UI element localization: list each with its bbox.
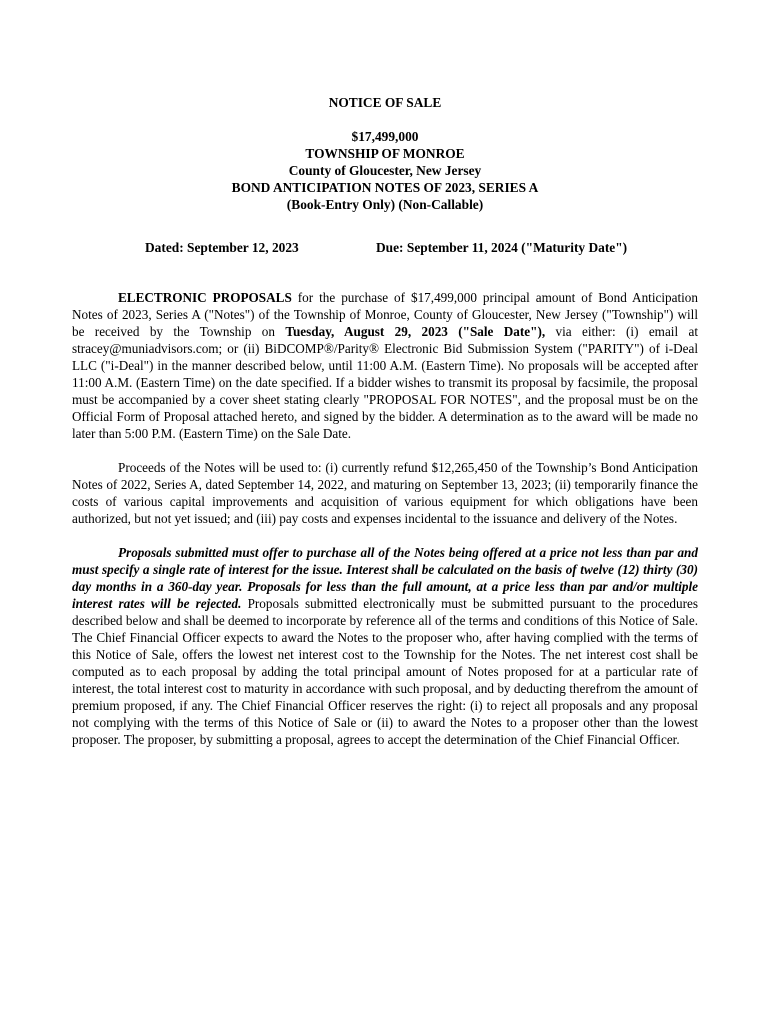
proposal-requirements-paragraph xyxy=(72,544,698,748)
proceeds-paragraph: Proceeds of the Notes will be used to: (i) currently refund $12,265,450 of the Township’s Bond Anticipation Notes of 2022, Series A, dated September 14, 2022, and maturing on September 13, 2023; (ii) temporarily finance the costs of various capital improvements and acquisition of various equipment for which obligations have been authorized, but not yet issued; and (iii) pay costs and expenses incidental to the issuance and delivery of the Notes. xyxy=(72,460,698,526)
sale-date: Tuesday, August 29, 2023 ("Sale Date"), xyxy=(285,324,546,339)
proposal-requirements-text: Proposals submitted electronically must be submitted pursuant to the procedures described below and shall be deemed to incorporate by reference all of the terms and conditions of this Notice of Sale. The Chief Financial Officer expects to award the Notes to the proposer who, after having complied with the terms of this Notice of Sale, offers the lowest net interest cost to the Township for the Notes. The net interest cost shall be computed as to each proposal by adding the total principal amount of Notes proposed for at a particular rate of interest, the total interest cost to maturity in accordance with such proposal, and by deducting therefrom the amount of premium proposed, if any. The Chief Financial Officer reserves the right: (i) to reject all proposals and any proposal not complying with the terms of this Notice of Sale or (ii) to award the Notes to a proposer other than the lowest proposer. The proposer, by submitting a proposal, agrees to accept the determination of the Chief Financial Officer. xyxy=(72,596,698,747)
proposal-requirements-emphasis: Proposals submitted must offer to purchase all of the Notes being offered at a price not less than par and must specify a single rate of interest for the issue. Interest shall be calculated on the basis of twelve (12) thirty (30) day months in a 360-day year. Proposals for less than the full amount, at a price less than par and/or multiple interest rates will be rejected. xyxy=(72,545,698,611)
notes-terms: (Book-Entry Only) (Non-Callable) xyxy=(286,197,484,212)
electronic-proposals-lead: ELECTRONIC PROPOSALS xyxy=(118,290,292,305)
dated-date: Dated: September 12, 2023 xyxy=(145,240,299,255)
electronic-proposals-text-b: via either: (i) email at stracey@muniadvisors.com; or (ii) BiDCOMP®/Parity® Electronic Bid Submission System ("PARITY") of i-Deal LLC ("i-Deal") in the manner described below, until 11:00 A.M. (Eastern Time). No proposals will be accepted after 11:00 A.M. (Eastern Time) on the date specified. If a bidder wishes to transmit its proposal by facsimile, the proposal must be accompanied by a cover sheet stating clearly "PROPOSAL FOR NOTES", and the proposal must be on the Official Form of Proposal attached hereto, and signed by the bidder. A determination as to the award will be made no later than 5:00 P.M. (Eastern Time) on the Sale Date. xyxy=(72,324,698,441)
notes-series: BOND ANTICIPATION NOTES OF 2023, SERIES A xyxy=(231,180,539,195)
issuer-name: TOWNSHIP OF MONROE xyxy=(305,146,465,161)
county-state: County of Gloucester, New Jersey xyxy=(288,163,482,178)
notice-title: NOTICE OF SALE xyxy=(328,95,442,110)
due-date: Due: September 11, 2024 ("Maturity Date") xyxy=(376,240,628,255)
notice-header xyxy=(72,94,698,213)
electronic-proposals-text-a: for the purchase of $17,499,000 principal amount of Bond Anticipation Notes of 2023, Series A ("Notes") of the Township of Monroe, County of Gloucester, New Jersey ("Township") will be received by the Township on xyxy=(72,290,698,339)
electronic-proposals-paragraph xyxy=(72,289,698,442)
principal-amount: $17,499,000 xyxy=(351,129,419,144)
dates-line xyxy=(72,240,698,258)
